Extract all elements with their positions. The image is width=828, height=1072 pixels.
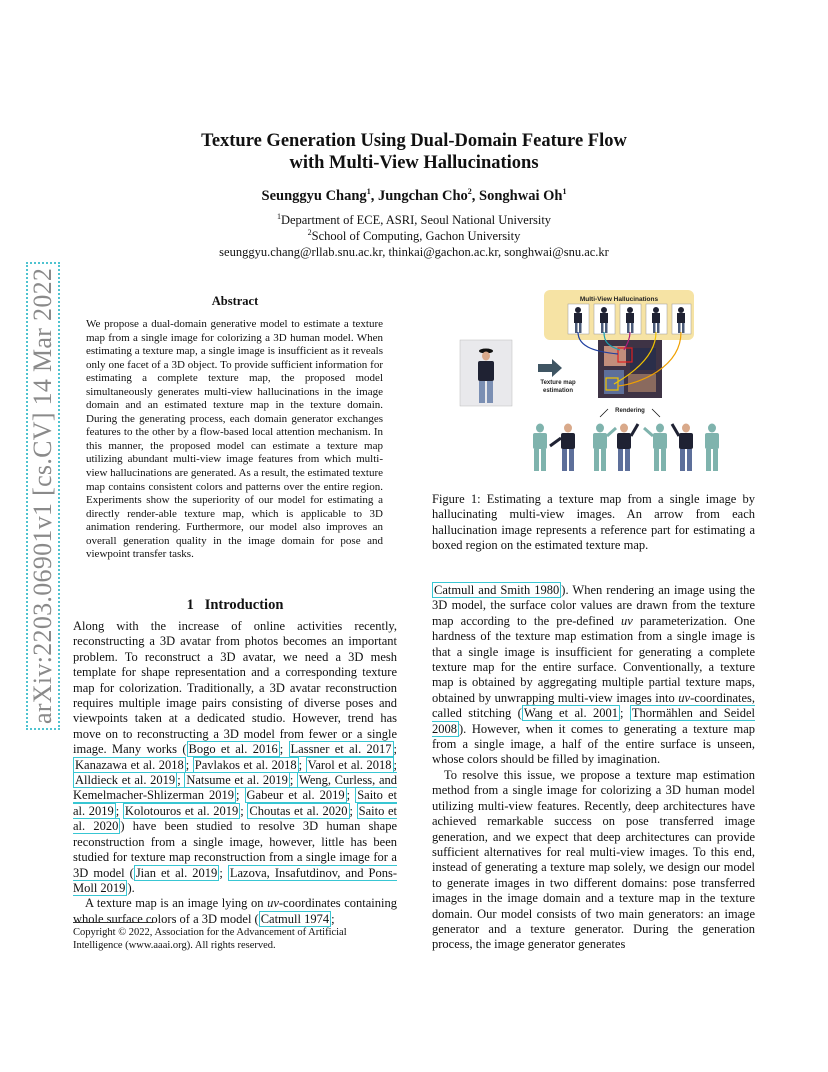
citation-link[interactable]: Weng, Curless, and Kemelmacher-Shlizerman 2019 [73, 773, 397, 803]
hallucination-label: Multi-View Hallucinations [579, 296, 659, 303]
citation-link[interactable]: Catmull and Smith 1980 [434, 583, 560, 597]
intro-paragraph-1: Along with the increase of online activities recently, reconstructing a 3D avatar from photos becomes an important problem. To reconstruct a 3D avatar, we need a 3D mesh template for shape representation and a corresponding texture map for colorization. Traditionally, a 3D avatar reconstruction requires multiple image pairs consisting of diverse poses and viewpoints taken at a dedicated studio. However, trend has move on to reconstructing a 3D model from fewer or a single image. Many works ( Bogo et al. 2016 ; Lassner et al. 2017 ; Kanazawa et al. 2018 ; Pavlakos et al. 2018 ; Varol et al. 2018 ; Alldieck et al. 2019 ; Natsume et al. 2019 ; Weng, Curless, and Kemelmacher-Shlizerman 2019 ; Gabeur et al. 2019 ; Saito et al. 2019 ; Kolotouros et al. 2019 ; Choutas et al. 2020 ; Saito et al. 2020 ) have been studied to resolve 3D human shape reconstruction from a single image, however, little has been studied for texture map reconstruction from a single image for a 3D model ( Jian et al. 2019 ; Lazova, Insafutdinov, and Pons-Moll 2019 ). [73, 619, 397, 895]
abstract-text: We propose a dual-domain generative model to estimate a texture map from a single image for colorizing a 3D human model. When estimating a texture map, a single image is insufficient as it reveals only one facet of a 3D object. To provide sufficient information for estimating a complete texture map, the proposed model simultaneously generates multi-view hallucinations in the image domain and an estimated texture map in the texture domain. During the generating process, each domain generator exchanges features to the other by a flow-based local attention mechanism. In this manner, the proposed model can estimate a texture map utilizing abundant multi-view image features from which multi-view hallucinations are generated. As a result, the estimated texture map contains consistent colors and patterns over the entire region. Experiments show the superiority of our model for estimating a directly render-able texture map, which is applicable to 3D animation rendering. Furthermore, our model also improves an overall generation quality in the image domain for pose and viewpoint transfer tasks. [86, 318, 383, 561]
citation-link[interactable]: Saito et al. 2019 [73, 788, 397, 818]
affiliations [0, 212, 828, 260]
intro-paragraph-2: A texture map is an image lying on uv-coordinates containing whole surface colors of a 3D model ( Catmull 1974 ; [73, 896, 397, 926]
arxiv-stamp-text: arXiv:2203.06901v1 [cs.CV] 14 Mar 2022 [26, 262, 60, 730]
citation-link[interactable]: Gabeur et al. 2019 [246, 788, 345, 803]
citation-link[interactable]: Jian et al. 2019 [135, 865, 218, 880]
section-heading: 1 Introduction [186, 597, 284, 613]
figure-1 [458, 288, 748, 488]
citation-link[interactable]: Natsume et al. 2019 [186, 773, 288, 788]
citation-link[interactable]: Lassner et al. 2017 [290, 742, 392, 757]
left-column [73, 619, 397, 927]
email-line: seunggyu.chang@rllab.snu.ac.kr, thinkai@gachon.ac.kr, songhwai@snu.ac.kr [219, 245, 609, 259]
arxiv-stamp [22, 250, 57, 730]
abstract-heading: Abstract [211, 294, 259, 308]
title-line-1: Texture Generation Using Dual-Domain Feature Flow [201, 131, 627, 151]
author-name: Seunggyu Chang [261, 188, 367, 204]
citation-link[interactable]: Wang et al. 2001 [523, 706, 618, 721]
copyright-notice: Copyright © 2022, Association for the Advancement of Artificial Intelligence (www.aaai.org). All rights reserved. [73, 927, 347, 951]
author-name: Songhwai Oh [479, 188, 563, 204]
citation-link[interactable]: Thormählen and Seidel 2008 [432, 706, 755, 736]
citation-link[interactable]: Alldieck et al. 2019 [75, 773, 176, 788]
citation-link[interactable]: Choutas et al. 2020 [249, 803, 348, 818]
paper-title [0, 130, 828, 174]
author-sup: 2 [467, 187, 472, 197]
citation-link[interactable]: Saito et al. 2020 [73, 803, 397, 834]
right-paragraph-2: To resolve this issue, we propose a texture map estimation method from a single image for colorizing a 3D human model utilizing multi-view features. Recently, deep architectures have achieved remarkable success on pose transferred image generation, and we expect that deep architectures can provide sufficient alternatives for real multi-view images. To this end, instead of generating a texture map solely, we design our model to generate images in two different domains: pose transferred images in the image domain and a texture map in the texture domain. Our model consists of two main generators: an image generator and a texture generator. During the generation process, the image generator generates [432, 767, 755, 952]
rendering-label: Rendering [615, 408, 645, 414]
affiliation-line: $^1$Department of ECE, ASRI, Seoul National University [276, 211, 552, 227]
right-paragraph-1: Catmull and Smith 1980 ). When rendering an image using the 3D model, the surface color values are drawn from the texture map according to the pre-defined uv parameterization. One hardness of the texture map estimation from a single image is that a single image is insufficient for generating a complete texture map for the entire surface. Conventionally, a texture map is obtained by aggregating multiple partial texture maps, obtained by unwrapping multi-view images into uv-coordinates, called stitching ( Wang et al. 2001 ; Thormählen and Seidel 2008 ). However, when it comes to generating a texture map from a single image, a half of the entire surface is unseen, whose colors should be filled by imagination. [432, 583, 755, 767]
title-line-2: with Multi-View Hallucinations [289, 153, 539, 173]
affiliation-line: $^2$School of Computing, Gachon University [307, 227, 521, 243]
rendered-avatars [533, 424, 719, 472]
author-sup: 1 [562, 187, 567, 197]
author-name: Jungchan Cho [377, 188, 468, 204]
citation-link[interactable]: Bogo et al. 2016 [188, 742, 278, 757]
citation-link[interactable]: Kanazawa et al. 2018 [75, 757, 184, 772]
citation-link[interactable]: Pavlakos et al. 2018 [194, 757, 297, 772]
citation-link[interactable]: Varol et al. 2018 [307, 757, 392, 772]
citation-link[interactable]: Lazova, Insafutdinov, and Pons-Moll 2019 [73, 865, 397, 895]
estimation-label-2: estimation [542, 388, 574, 394]
footnote-rule [73, 922, 153, 923]
estimation-label-1: Texture map [540, 380, 576, 386]
right-column [432, 583, 755, 953]
figure-graphic [458, 288, 748, 488]
citation-link[interactable]: Catmull 1974 [260, 911, 330, 926]
author-list: Seunggyu Chang$^1$, Jungchan Cho$^2$, Songhwai Oh$^1$ [261, 187, 567, 204]
citation-link[interactable]: Kolotouros et al. 2019 [124, 803, 239, 818]
author-sup: 1 [366, 187, 371, 197]
hallucination-thumbnails [568, 304, 691, 334]
estimation-arrow [538, 359, 562, 377]
figure-1-caption: Figure 1: Estimating a texture map from a single image by hallucinating multi-view images. An arrow from each hallucination image represents a reference part for estimating a boxed region on the estimated texture map. [432, 492, 755, 553]
